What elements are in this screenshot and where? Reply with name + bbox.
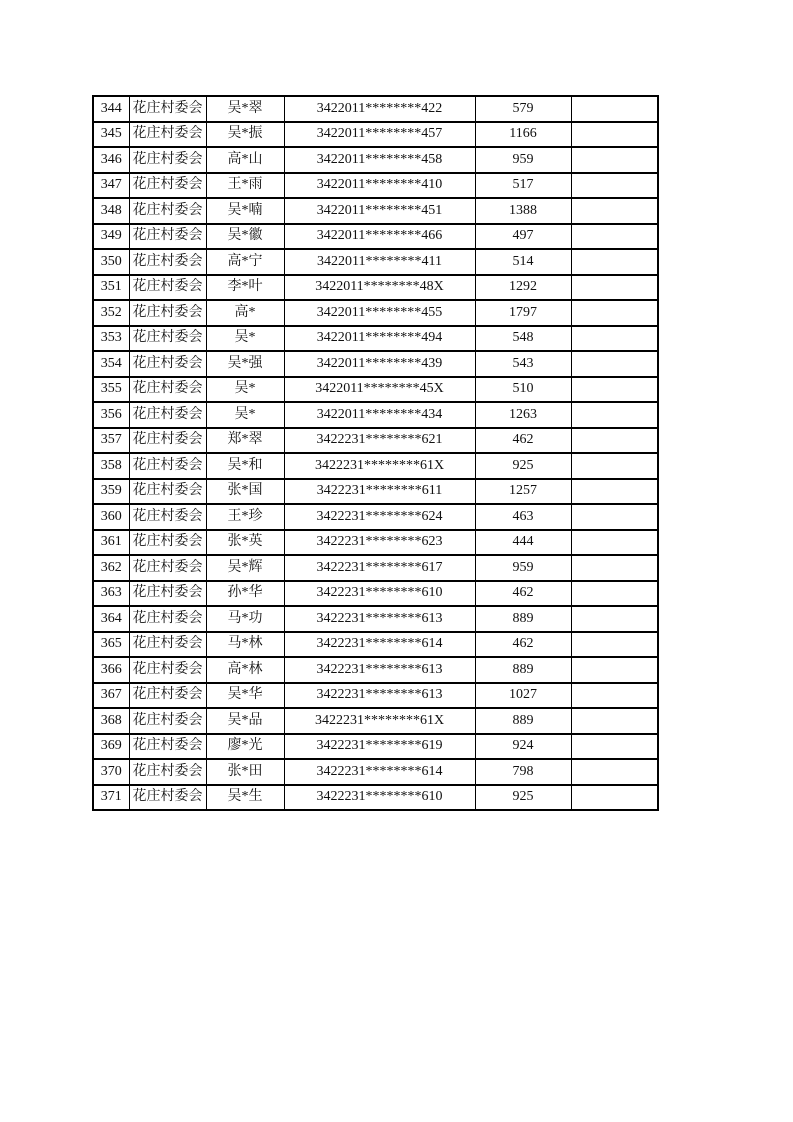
amount-cell: 1257	[475, 479, 571, 505]
amount-cell: 1166	[475, 122, 571, 148]
id-number-cell: 3422231********614	[284, 759, 475, 785]
table-row	[93, 530, 658, 556]
name-cell: 郑*翠	[206, 428, 284, 454]
village-cell: 花庄村委会	[129, 606, 206, 632]
name-cell: 吴*品	[206, 708, 284, 734]
village-cell: 花庄村委会	[129, 147, 206, 173]
table-row	[93, 785, 658, 811]
row-number-cell: 370	[93, 759, 129, 785]
row-number-cell: 360	[93, 504, 129, 530]
id-number-cell: 3422231********613	[284, 657, 475, 683]
amount-cell: 462	[475, 428, 571, 454]
amount-cell: 1263	[475, 402, 571, 428]
row-number-cell: 354	[93, 351, 129, 377]
village-cell: 花庄村委会	[129, 708, 206, 734]
name-cell: 吴*徽	[206, 224, 284, 250]
id-number-cell: 3422231********621	[284, 428, 475, 454]
table-row	[93, 428, 658, 454]
id-number-cell: 3422011********466	[284, 224, 475, 250]
table-row	[93, 147, 658, 173]
remark-cell	[571, 96, 658, 122]
table-row	[93, 326, 658, 352]
amount-cell: 959	[475, 147, 571, 173]
amount-cell: 889	[475, 606, 571, 632]
village-cell: 花庄村委会	[129, 224, 206, 250]
table-row	[93, 377, 658, 403]
amount-cell: 543	[475, 351, 571, 377]
remark-cell	[571, 785, 658, 811]
name-cell: 吴*生	[206, 785, 284, 811]
row-number-cell: 355	[93, 377, 129, 403]
village-cell: 花庄村委会	[129, 249, 206, 275]
name-cell: 马*林	[206, 632, 284, 658]
table-row	[93, 708, 658, 734]
name-cell: 吴*振	[206, 122, 284, 148]
id-number-cell: 3422231********610	[284, 581, 475, 607]
amount-cell: 798	[475, 759, 571, 785]
village-cell: 花庄村委会	[129, 351, 206, 377]
remark-cell	[571, 173, 658, 199]
village-cell: 花庄村委会	[129, 581, 206, 607]
id-number-cell: 3422011********451	[284, 198, 475, 224]
amount-cell: 510	[475, 377, 571, 403]
remark-cell	[571, 428, 658, 454]
village-cell: 花庄村委会	[129, 683, 206, 709]
table-row	[93, 224, 658, 250]
village-cell: 花庄村委会	[129, 122, 206, 148]
remark-cell	[571, 300, 658, 326]
name-cell: 张*国	[206, 479, 284, 505]
id-number-cell: 3422231********611	[284, 479, 475, 505]
name-cell: 孙*华	[206, 581, 284, 607]
id-number-cell: 3422011********48X	[284, 275, 475, 301]
beneficiary-table	[92, 95, 659, 811]
row-number-cell: 356	[93, 402, 129, 428]
amount-cell: 497	[475, 224, 571, 250]
name-cell: 吴*翠	[206, 96, 284, 122]
id-number-cell: 3422231********613	[284, 606, 475, 632]
id-number-cell: 3422231********610	[284, 785, 475, 811]
amount-cell: 463	[475, 504, 571, 530]
amount-cell: 925	[475, 785, 571, 811]
table-row	[93, 300, 658, 326]
row-number-cell: 353	[93, 326, 129, 352]
remark-cell	[571, 198, 658, 224]
remark-cell	[571, 249, 658, 275]
id-number-cell: 3422231********61X	[284, 453, 475, 479]
village-cell: 花庄村委会	[129, 428, 206, 454]
name-cell: 张*英	[206, 530, 284, 556]
remark-cell	[571, 479, 658, 505]
id-number-cell: 3422011********458	[284, 147, 475, 173]
amount-cell: 959	[475, 555, 571, 581]
table-row	[93, 122, 658, 148]
village-cell: 花庄村委会	[129, 479, 206, 505]
remark-cell	[571, 555, 658, 581]
table-row	[93, 479, 658, 505]
table-row	[93, 683, 658, 709]
remark-cell	[571, 326, 658, 352]
name-cell: 吴*华	[206, 683, 284, 709]
id-number-cell: 3422011********457	[284, 122, 475, 148]
remark-cell	[571, 122, 658, 148]
name-cell: 吴*	[206, 377, 284, 403]
row-number-cell: 361	[93, 530, 129, 556]
village-cell: 花庄村委会	[129, 198, 206, 224]
id-number-cell: 3422011********422	[284, 96, 475, 122]
name-cell: 高*	[206, 300, 284, 326]
id-number-cell: 3422231********617	[284, 555, 475, 581]
name-cell: 马*功	[206, 606, 284, 632]
row-number-cell: 365	[93, 632, 129, 658]
name-cell: 廖*光	[206, 734, 284, 760]
amount-cell: 1027	[475, 683, 571, 709]
village-cell: 花庄村委会	[129, 173, 206, 199]
table-row	[93, 555, 658, 581]
amount-cell: 889	[475, 657, 571, 683]
village-cell: 花庄村委会	[129, 657, 206, 683]
table-row	[93, 198, 658, 224]
id-number-cell: 3422011********439	[284, 351, 475, 377]
amount-cell: 925	[475, 453, 571, 479]
amount-cell: 548	[475, 326, 571, 352]
table-row	[93, 453, 658, 479]
remark-cell	[571, 734, 658, 760]
name-cell: 高*宁	[206, 249, 284, 275]
remark-cell	[571, 147, 658, 173]
table-row	[93, 606, 658, 632]
row-number-cell: 363	[93, 581, 129, 607]
remark-cell	[571, 351, 658, 377]
table-row	[93, 759, 658, 785]
table-row	[93, 734, 658, 760]
village-cell: 花庄村委会	[129, 300, 206, 326]
village-cell: 花庄村委会	[129, 734, 206, 760]
id-number-cell: 3422231********623	[284, 530, 475, 556]
name-cell: 吴*	[206, 402, 284, 428]
name-cell: 吴*强	[206, 351, 284, 377]
table-row	[93, 96, 658, 122]
name-cell: 吴*	[206, 326, 284, 352]
id-number-cell: 3422231********624	[284, 504, 475, 530]
amount-cell: 579	[475, 96, 571, 122]
id-number-cell: 3422011********455	[284, 300, 475, 326]
row-number-cell: 369	[93, 734, 129, 760]
amount-cell: 444	[475, 530, 571, 556]
amount-cell: 462	[475, 632, 571, 658]
amount-cell: 517	[475, 173, 571, 199]
name-cell: 吴*辉	[206, 555, 284, 581]
table-row	[93, 351, 658, 377]
row-number-cell: 371	[93, 785, 129, 811]
village-cell: 花庄村委会	[129, 530, 206, 556]
id-number-cell: 3422231********61X	[284, 708, 475, 734]
amount-cell: 1292	[475, 275, 571, 301]
name-cell: 吴*和	[206, 453, 284, 479]
remark-cell	[571, 402, 658, 428]
village-cell: 花庄村委会	[129, 377, 206, 403]
village-cell: 花庄村委会	[129, 759, 206, 785]
amount-cell: 924	[475, 734, 571, 760]
remark-cell	[571, 581, 658, 607]
row-number-cell: 368	[93, 708, 129, 734]
table-row	[93, 581, 658, 607]
row-number-cell: 349	[93, 224, 129, 250]
row-number-cell: 366	[93, 657, 129, 683]
id-number-cell: 3422231********619	[284, 734, 475, 760]
row-number-cell: 344	[93, 96, 129, 122]
row-number-cell: 362	[93, 555, 129, 581]
row-number-cell: 367	[93, 683, 129, 709]
remark-cell	[571, 453, 658, 479]
village-cell: 花庄村委会	[129, 326, 206, 352]
id-number-cell: 3422011********494	[284, 326, 475, 352]
name-cell: 高*林	[206, 657, 284, 683]
row-number-cell: 357	[93, 428, 129, 454]
table-row	[93, 249, 658, 275]
table-row	[93, 275, 658, 301]
amount-cell: 1797	[475, 300, 571, 326]
remark-cell	[571, 530, 658, 556]
id-number-cell: 3422011********410	[284, 173, 475, 199]
amount-cell: 889	[475, 708, 571, 734]
row-number-cell: 347	[93, 173, 129, 199]
remark-cell	[571, 224, 658, 250]
row-number-cell: 352	[93, 300, 129, 326]
village-cell: 花庄村委会	[129, 453, 206, 479]
remark-cell	[571, 606, 658, 632]
table-row	[93, 402, 658, 428]
table-row	[93, 657, 658, 683]
amount-cell: 514	[475, 249, 571, 275]
village-cell: 花庄村委会	[129, 632, 206, 658]
row-number-cell: 351	[93, 275, 129, 301]
row-number-cell: 350	[93, 249, 129, 275]
row-number-cell: 364	[93, 606, 129, 632]
remark-cell	[571, 657, 658, 683]
id-number-cell: 3422231********614	[284, 632, 475, 658]
name-cell: 吴*喃	[206, 198, 284, 224]
remark-cell	[571, 377, 658, 403]
table-row	[93, 504, 658, 530]
row-number-cell: 345	[93, 122, 129, 148]
village-cell: 花庄村委会	[129, 504, 206, 530]
remark-cell	[571, 708, 658, 734]
village-cell: 花庄村委会	[129, 555, 206, 581]
table-body	[93, 96, 658, 810]
name-cell: 高*山	[206, 147, 284, 173]
village-cell: 花庄村委会	[129, 785, 206, 811]
remark-cell	[571, 683, 658, 709]
id-number-cell: 3422011********45X	[284, 377, 475, 403]
name-cell: 王*珍	[206, 504, 284, 530]
name-cell: 张*田	[206, 759, 284, 785]
village-cell: 花庄村委会	[129, 96, 206, 122]
row-number-cell: 348	[93, 198, 129, 224]
id-number-cell: 3422011********434	[284, 402, 475, 428]
row-number-cell: 346	[93, 147, 129, 173]
row-number-cell: 358	[93, 453, 129, 479]
name-cell: 李*叶	[206, 275, 284, 301]
remark-cell	[571, 504, 658, 530]
village-cell: 花庄村委会	[129, 402, 206, 428]
amount-cell: 462	[475, 581, 571, 607]
remark-cell	[571, 759, 658, 785]
amount-cell: 1388	[475, 198, 571, 224]
table-row	[93, 173, 658, 199]
remark-cell	[571, 275, 658, 301]
row-number-cell: 359	[93, 479, 129, 505]
village-cell: 花庄村委会	[129, 275, 206, 301]
id-number-cell: 3422011********411	[284, 249, 475, 275]
id-number-cell: 3422231********613	[284, 683, 475, 709]
remark-cell	[571, 632, 658, 658]
name-cell: 王*雨	[206, 173, 284, 199]
table-row	[93, 632, 658, 658]
